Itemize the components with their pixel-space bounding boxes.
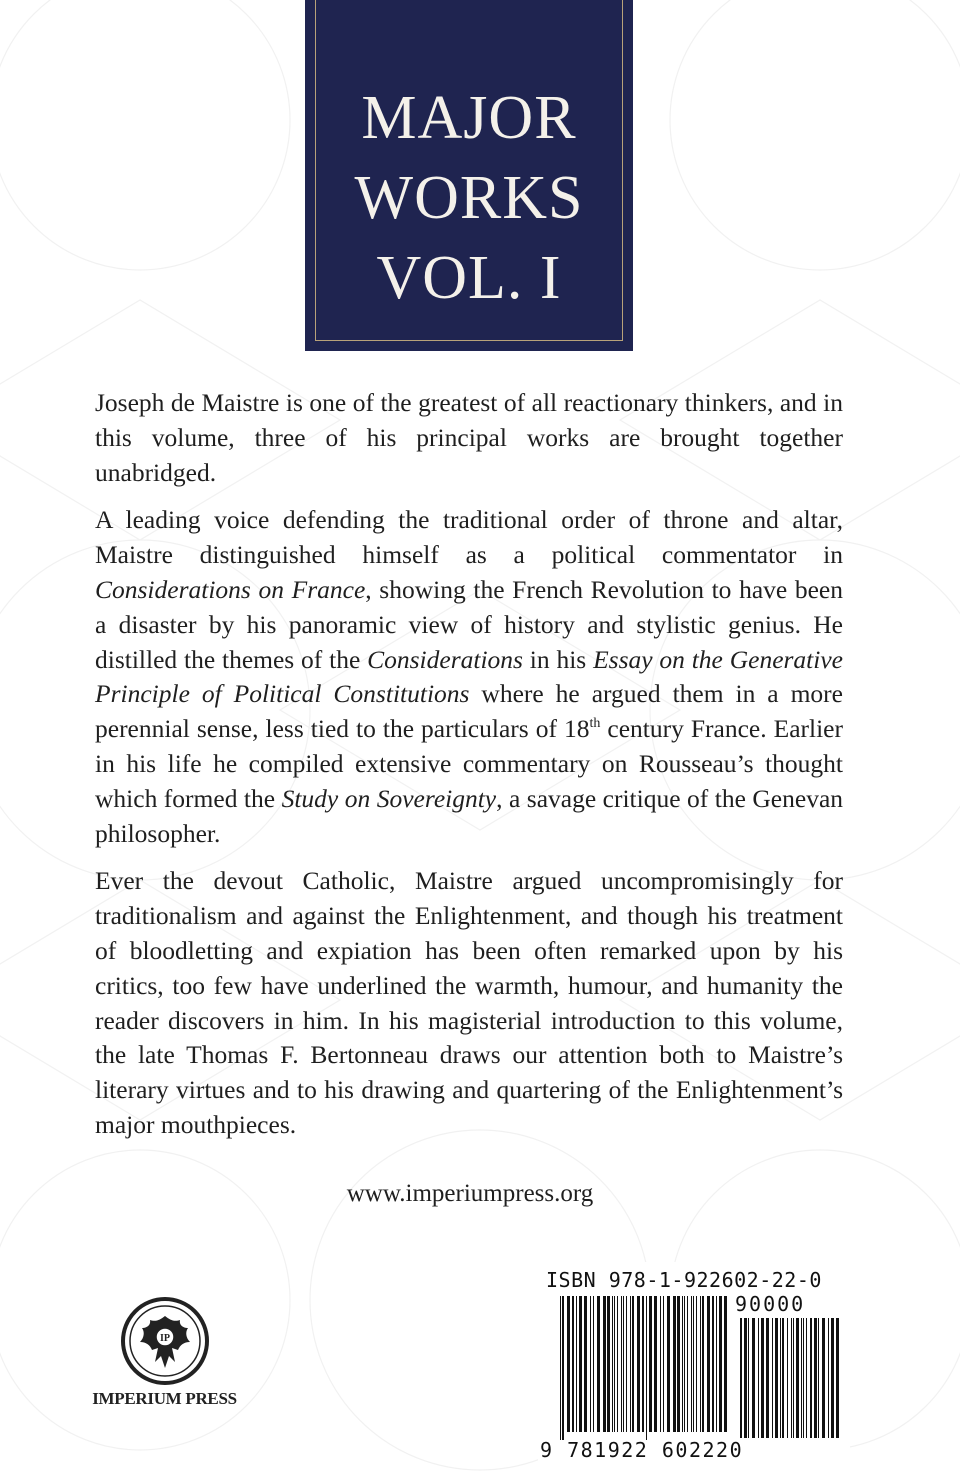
- barcode-bar: [584, 1296, 587, 1432]
- barcode-bar: [836, 1318, 839, 1438]
- barcode-bar: [787, 1318, 788, 1438]
- barcode-bar: [696, 1296, 697, 1432]
- barcode-bar: [766, 1318, 769, 1438]
- description-paragraph-2: [95, 503, 843, 851]
- barcode-bar: [761, 1318, 764, 1438]
- barcode-bar: [691, 1296, 692, 1432]
- barcode-bar: [791, 1318, 792, 1438]
- p2-text-6: , a savage critique of the Genevan philosopher.: [95, 783, 844, 848]
- barcode-bar: [649, 1296, 652, 1432]
- barcode-bar: [687, 1296, 688, 1432]
- barcode-bar: [590, 1296, 591, 1432]
- barcode-bar: [562, 1296, 564, 1440]
- website-url: www.imperiumpress.org: [346, 1180, 594, 1207]
- barcode-bar: [803, 1318, 804, 1438]
- barcode-bar: [758, 1318, 759, 1438]
- barcode-bar: [801, 1318, 802, 1438]
- p2-text-5: century France. Earlier in his life he compiled extensive commentary on Rousseau’s thought which formed the: [95, 714, 843, 813]
- barcode-bar: [593, 1296, 594, 1432]
- barcode-bar: [684, 1296, 685, 1432]
- barcode-bar: [831, 1318, 834, 1438]
- barcode-bar: [818, 1318, 819, 1438]
- barcode-bar: [752, 1318, 755, 1438]
- title-considerations-on-france: Considerations on France: [95, 574, 366, 604]
- barcode-bar: [719, 1296, 722, 1432]
- barcode-bar: [612, 1296, 613, 1432]
- barcode-bar: [740, 1318, 742, 1438]
- barcode-bar: [607, 1296, 610, 1432]
- ean-digits: 9 781922 602220: [540, 1438, 744, 1462]
- title-considerations: Considerations: [367, 644, 523, 674]
- barcode-bar: [796, 1318, 799, 1438]
- description-paragraph-3: Ever the devout Catholic, Maistre argued uncompromisingly for traditionalism and against the Enlightenment, and though his treatment of bloodletting and expiation has been often remarked upon by his critics, too few have underlined the warmth, humour, and humanity the reader discovers in him. In his magisterial introduction to this volume, the late Thomas F. Bertonneau draws our attention both to Maistre’s literary virtues and to his drawing and quartering of the Enlightenment’s major mouthpieces.: [95, 866, 843, 1139]
- barcode-bar: [560, 1296, 561, 1440]
- barcode-bar: [775, 1318, 778, 1438]
- price-code: 90000: [735, 1292, 806, 1316]
- book-description: [95, 386, 843, 1156]
- barcode-bar: [654, 1296, 657, 1432]
- barcode-bar: [621, 1296, 622, 1432]
- barcode-bar: [626, 1296, 627, 1432]
- barcode-bar: [682, 1296, 683, 1432]
- barcode-bar: [744, 1318, 747, 1438]
- barcode-bar: [623, 1296, 624, 1432]
- description-paragraph-1: Joseph de Maistre is one of the greatest of all reactionary thinkers, and in this volume, three of his principal works are brought together unabridged.: [95, 388, 843, 487]
- barcode-bar: [700, 1296, 701, 1432]
- p2-text-3: in his: [522, 644, 594, 674]
- barcode-bar: [702, 1296, 704, 1432]
- barcode-bar: [707, 1296, 710, 1432]
- barcode-bar: [642, 1296, 644, 1432]
- publisher-name: IMPERIUM PRESS: [92, 1389, 237, 1408]
- barcode-bar: [677, 1296, 680, 1432]
- barcode-bar: [663, 1296, 664, 1432]
- barcode-bar: [748, 1318, 749, 1438]
- barcode-bar: [597, 1296, 600, 1432]
- barcode-bar: [576, 1296, 577, 1432]
- barcode-bar: [828, 1318, 829, 1438]
- title-essay: Essay on the Generative Principle of Political Constitutions: [95, 644, 843, 709]
- barcode-bar: [614, 1296, 615, 1432]
- barcode-bar: [667, 1296, 670, 1432]
- barcode-bar: [724, 1296, 727, 1432]
- barcode-bar: [806, 1318, 807, 1438]
- book-title: [305, 78, 633, 318]
- p2-text-2: , showing the French Revolution to have been a disaster by his panoramic view of history and stylistic genius. He distilled the themes of the: [95, 574, 843, 674]
- barcode-bar: [810, 1318, 812, 1438]
- barcode-bar: [673, 1296, 676, 1432]
- barcode-bar: [782, 1318, 784, 1438]
- barcode-bar: [693, 1296, 694, 1432]
- barcode-bar: [814, 1318, 817, 1438]
- title-line-2: WORKS: [354, 164, 584, 232]
- p2-text-1: A leading voice defending the traditional order of throne and altar, Maistre distinguished himself as a political commentator in: [95, 505, 843, 570]
- title-panel: [305, 0, 633, 351]
- barcode-bar: [567, 1296, 570, 1432]
- barcode-bar: [716, 1296, 717, 1432]
- isbn-label: ISBN 978-1-922602-22-0: [546, 1268, 822, 1292]
- p2-text-4: where he argued them in a more perennial sense, less tied to the particulars of 18: [95, 679, 843, 744]
- barcode-bar: [603, 1296, 606, 1432]
- superscript-th: th: [589, 716, 601, 732]
- barcode-bar: [646, 1296, 647, 1440]
- barcode-bar: [822, 1318, 825, 1438]
- barcode-bar: [780, 1318, 781, 1438]
- double-headed-eagle-icon: [120, 1296, 210, 1386]
- barcode-bar: [637, 1296, 640, 1432]
- barcode-bar: [772, 1318, 773, 1438]
- barcode-bar: [632, 1296, 634, 1432]
- barcode-bar: [630, 1296, 631, 1432]
- title-study-on-sovereignty: Study on Sovereignty: [281, 783, 497, 813]
- logo-monogram: IP: [160, 1333, 170, 1344]
- barcode-bar: [572, 1296, 574, 1432]
- barcode-bar: [660, 1296, 661, 1432]
- title-line-3: VOL. I: [376, 244, 562, 312]
- isbn-barcode: [538, 1262, 850, 1484]
- barcode-bar: [793, 1318, 794, 1438]
- title-line-1: MAJOR: [361, 84, 577, 152]
- barcode-bar: [712, 1296, 714, 1432]
- barcode-bar: [617, 1296, 618, 1432]
- barcode-bar: [579, 1296, 582, 1432]
- publisher-logo: [92, 1296, 237, 1416]
